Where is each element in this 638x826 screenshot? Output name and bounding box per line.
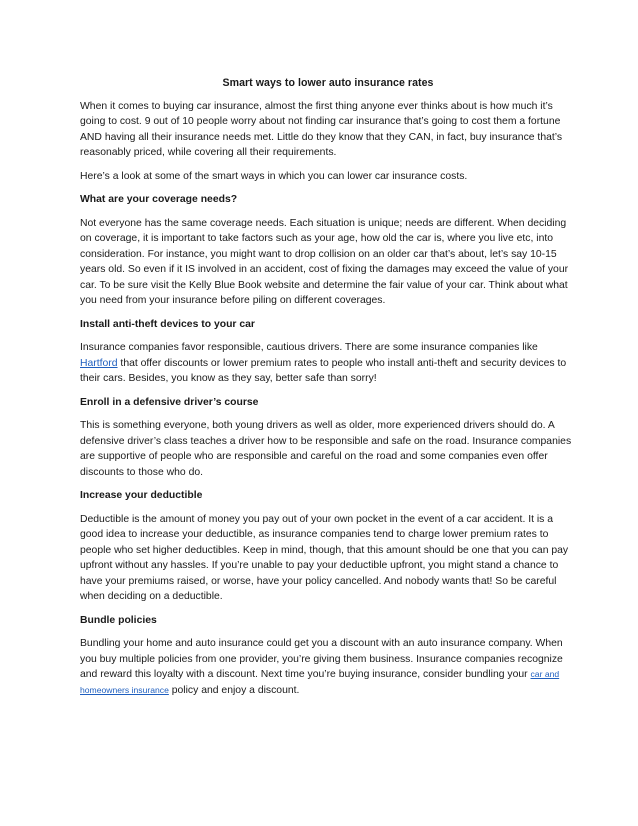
antitheft-body <box>80 340 576 387</box>
car-homeowners-insurance-link[interactable]: car and homeowners insurance <box>80 669 560 695</box>
antitheft-body-text-before: Insurance companies favor responsible, cautious drivers. There are some insurance companies like <box>80 342 538 353</box>
bundle-body-text-after: policy and enjoy a discount. <box>168 684 300 696</box>
hartford-link[interactable]: Hartford <box>80 357 118 369</box>
antitheft-body-text-after: that offer discounts or lower premium rates to people who install anti-theft and security devices to their cars. Besides, you know as they say, better safe than sorry! <box>80 357 567 384</box>
deductible-body: Deductible is the amount of money you pay out of your own pocket in the event of a car accident. It is a good idea to increase your deductible, as insurance companies tend to charge lower premium rates to people who set higher deductibles. Keep in mind, though, that this amount should be one that you can pay upfront without any hassles. If you’re unable to pay your deductible upfront, you might stand a chance to have your premiums raised, or worse, have your policy cancelled. And nobody wants that! So be careful when deciding on a deductible. <box>80 513 569 602</box>
defensive-heading: Enroll in a defensive driver’s course <box>80 396 259 408</box>
bundle-body-text-before: Bundling your home and auto insurance could get you a discount with an auto insurance company. When you buy multiple policies from one provider, you’re giving them business. Insurance companies recognize and reward this loyalty with a discount. Next time you’re buying insurance, consider bundling your <box>80 638 563 680</box>
deductible-heading: Increase your deductible <box>80 490 203 501</box>
antitheft-heading: Install anti-theft devices to your car <box>80 318 255 330</box>
defensive-body: This is something everyone, both young drivers as well as older, more experienced drivers should do. A defensive driver’s class teaches a driver how to be responsible and safe on the road. Insurance companies are supportive of people who are responsible and careful on the road and some companies even offer discounts to those who do. <box>80 420 572 478</box>
page-title: Smart ways to lower auto insurance rates <box>222 77 434 89</box>
intro-paragraph-2: Here’s a look at some of the smart ways in which you can lower car insurance costs. <box>80 170 468 182</box>
intro-paragraph-1: When it comes to buying car insurance, almost the first thing anyone ever thinks about is how much it’s going to cost. 9 out of 10 people worry about not finding car insurance that’s going to cost them a fortune AND having all their insurance needs met. Little do they know that they CAN, in fact, buy insurance that’s reasonably priced, while covering all their requirements. <box>80 100 563 158</box>
bundle-heading: Bundle policies <box>80 614 157 626</box>
coverage-body: Not everyone has the same coverage needs. Each situation is unique; needs are different. When deciding on coverage, it is important to take factors such as your age, how old the car is, where you live etc, into consideration. For instance, you might want to drop collision on an older car that’s about, let’s say 10-15 years old. So even if it IS involved in an accident, cost of fixing the damages may exceed the value of your car. To be sure visit the Kelly Blue Book website and determine the fair value of your car. Think about what you need from your insurance before piling on different coverages. <box>80 217 569 306</box>
coverage-heading: What are your coverage needs? <box>80 194 238 205</box>
bundle-body <box>80 636 576 698</box>
